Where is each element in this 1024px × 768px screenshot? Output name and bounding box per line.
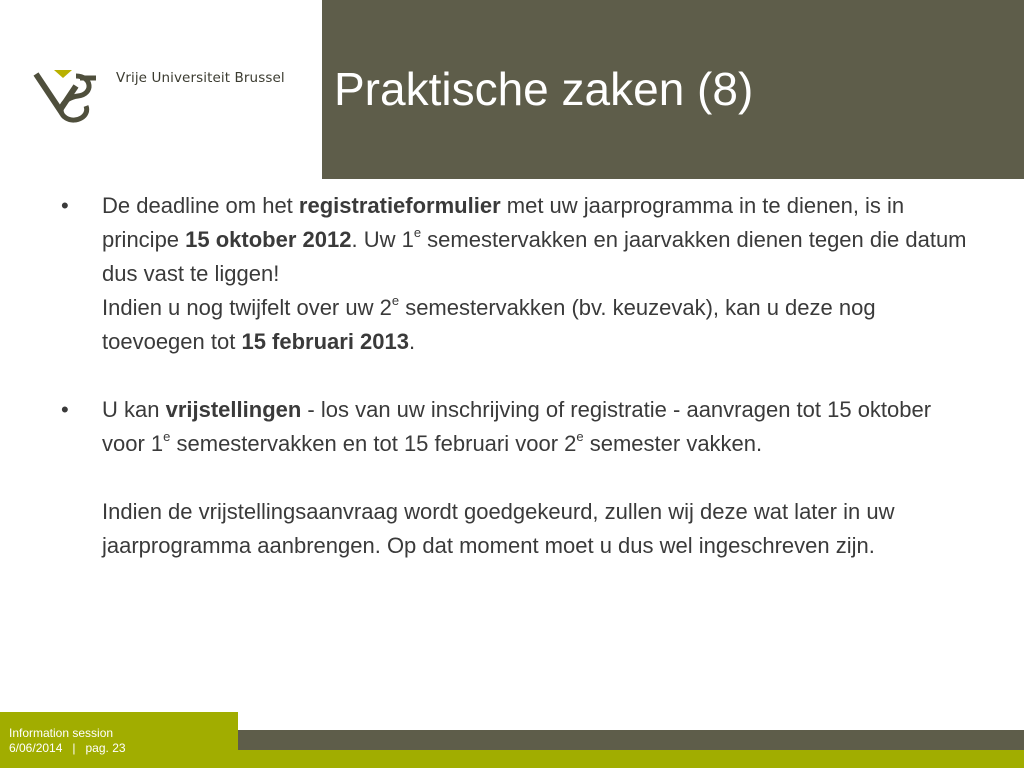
text-run: . Uw 1 [351,227,414,252]
superscript: e [413,224,422,240]
bullet-paragraph [102,189,970,291]
slide-title: Praktische zaken (8) [334,63,754,115]
bold-text: registratieformulier [298,193,501,218]
bullet-marker: • [61,193,69,218]
logo-text: Vrije Universiteit Brussel [116,70,285,86]
footer-bar-green [238,750,1024,768]
bold-text: 15 oktober 2012 [185,227,352,252]
bullet-paragraph: Indien de vrijstellingsaanvraag wordt goedgekeurd, zullen wij deze wat later in uw jaarprogramma aanbrengen. Op dat moment moet u dus wel ingeschreven zijn. [102,499,895,558]
text-run: Indien u nog twijfelt over uw 2 [102,295,392,320]
university-logo [32,66,302,126]
bullet-paragraph [102,393,970,461]
footer-session: Information session [9,726,114,740]
bullet-item [60,189,970,359]
vub-logo-icon [32,66,102,126]
footer-bar-dark [238,730,1024,750]
text-run: semestervakken en tot 15 februari voor 2 [170,431,577,456]
text-run: U kan [102,397,166,422]
text-run: semestervakken (bv. keuzevak), kan u deze nog toevoegen tot [102,295,876,354]
text-run: De deadline om het [102,193,299,218]
text-run: semester vakken. [583,431,763,456]
text-run: semestervakken en jaarvakken dienen tegen die datum dus vast te liggen! [102,227,967,286]
bullet-paragraph [102,291,970,359]
footer-text [9,726,126,756]
title-banner [322,0,1024,179]
bold-text: vrijstellingen [165,397,302,422]
footer-info-box [0,712,238,768]
slide-content [60,189,970,563]
bullet-item [60,393,970,563]
text-run: . [409,329,416,354]
bold-text: 15 februari 2013 [241,329,409,354]
footer-date-page: 6/06/2014 | pag. 23 [9,741,126,755]
superscript: e [163,428,171,444]
text-run: - los van uw inschrijving of registratie - aanvragen tot 15 oktober voor 1 [102,397,932,456]
paragraph-gap [102,461,970,495]
text-run: met uw jaarprogramma in te dienen, is in principe [102,193,905,252]
bullet-marker: • [61,397,69,422]
superscript: e [576,428,584,444]
superscript: e [391,292,400,308]
